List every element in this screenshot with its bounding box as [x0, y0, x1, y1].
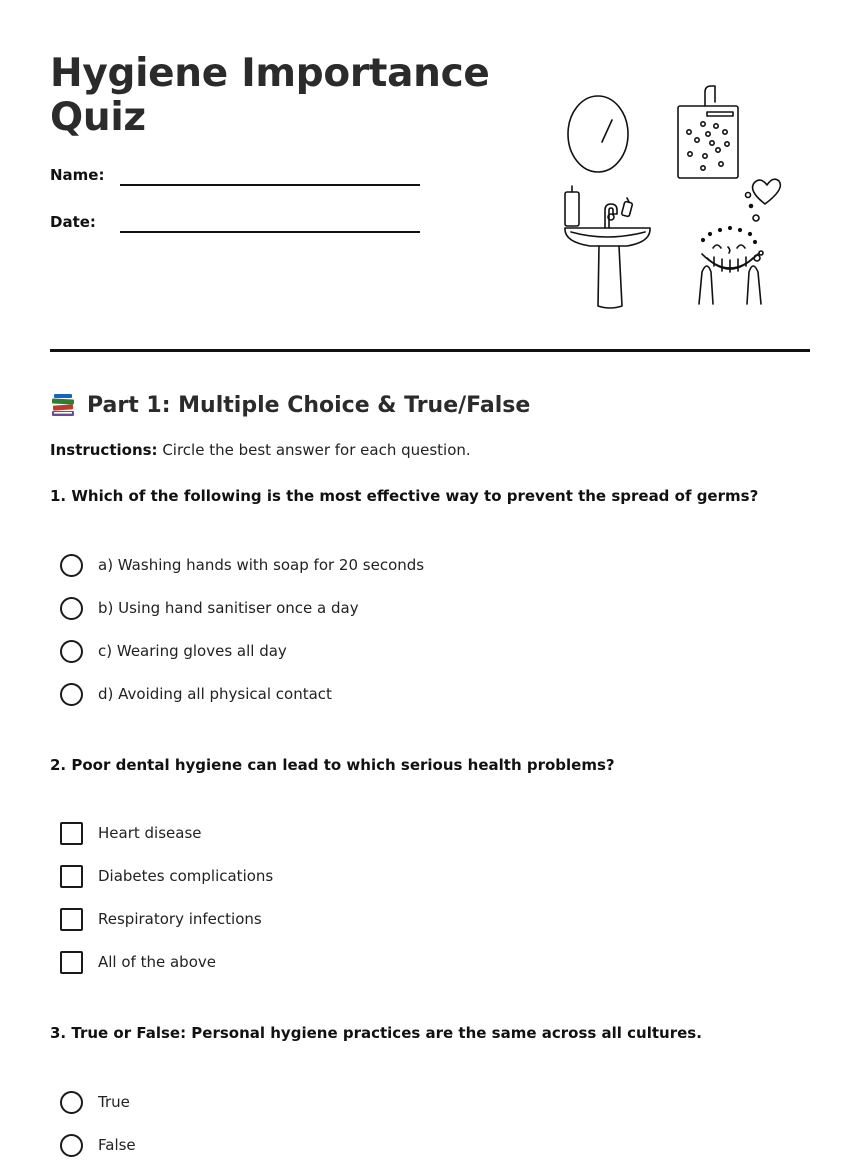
section-divider	[50, 349, 810, 352]
radio-button[interactable]	[60, 1134, 83, 1157]
q2-option-heart-disease[interactable]	[60, 820, 201, 846]
option-label: Heart disease	[98, 824, 202, 842]
smiling-face-washing-hands-icon	[699, 193, 763, 305]
date-line[interactable]	[120, 231, 420, 233]
part1-heading	[50, 389, 530, 421]
question-2-text: 2. Poor dental hygiene can lead to which serious health problems?	[50, 756, 615, 774]
checkbox[interactable]	[60, 822, 83, 845]
radio-button[interactable]	[60, 640, 83, 663]
date-label: Date:	[50, 213, 96, 231]
option-label: c) Wearing gloves all day	[98, 642, 287, 660]
q2-option-all[interactable]	[60, 949, 216, 975]
checkbox[interactable]	[60, 908, 83, 931]
q1-option-a[interactable]	[60, 552, 424, 578]
q3-option-false[interactable]	[60, 1132, 136, 1158]
option-label: False	[98, 1136, 136, 1154]
instructions-label: Instructions:	[50, 441, 158, 459]
q3-option-true[interactable]	[60, 1089, 130, 1115]
title-line-1: Hygiene Importance	[50, 51, 490, 96]
option-label: d) Avoiding all physical contact	[98, 685, 332, 703]
option-label: a) Washing hands with soap for 20 seconds	[98, 556, 425, 574]
name-line[interactable]	[120, 184, 420, 186]
option-label: Respiratory infections	[98, 910, 262, 928]
q1-option-d[interactable]	[60, 681, 332, 707]
q1-option-b[interactable]	[60, 595, 359, 621]
name-field[interactable]	[50, 165, 430, 189]
radio-button[interactable]	[60, 554, 83, 577]
radio-button[interactable]	[60, 683, 83, 706]
q2-option-respiratory[interactable]	[60, 906, 262, 932]
sink-icon	[565, 186, 650, 308]
radio-button[interactable]	[60, 597, 83, 620]
option-label: All of the above	[98, 953, 216, 971]
mirror-icon	[568, 96, 628, 172]
quiz-title	[50, 52, 510, 140]
date-field[interactable]	[50, 212, 430, 236]
question-1-text: 1. Which of the following is the most effective way to prevent the spread of germs?	[50, 487, 759, 505]
title-line-2: Quiz	[50, 95, 146, 140]
question-3-text: 3. True or False: Personal hygiene practices are the same across all cultures.	[50, 1024, 702, 1042]
instructions	[50, 440, 471, 460]
bathroom-illustration	[555, 82, 795, 314]
q2-option-diabetes[interactable]	[60, 863, 273, 889]
radio-button[interactable]	[60, 1091, 83, 1114]
shower-icon	[678, 86, 738, 178]
option-label: b) Using hand sanitiser once a day	[98, 599, 359, 617]
q1-option-c[interactable]	[60, 638, 287, 664]
checkbox[interactable]	[60, 865, 83, 888]
books-icon	[50, 392, 76, 418]
heart-icon	[753, 179, 781, 204]
part1-title: Part 1: Multiple Choice & True/False	[87, 392, 531, 418]
option-label: True	[98, 1093, 130, 1111]
option-label: Diabetes complications	[98, 867, 274, 885]
checkbox[interactable]	[60, 951, 83, 974]
instructions-text: Circle the best answer for each question.	[157, 441, 471, 459]
name-label: Name:	[50, 166, 105, 184]
